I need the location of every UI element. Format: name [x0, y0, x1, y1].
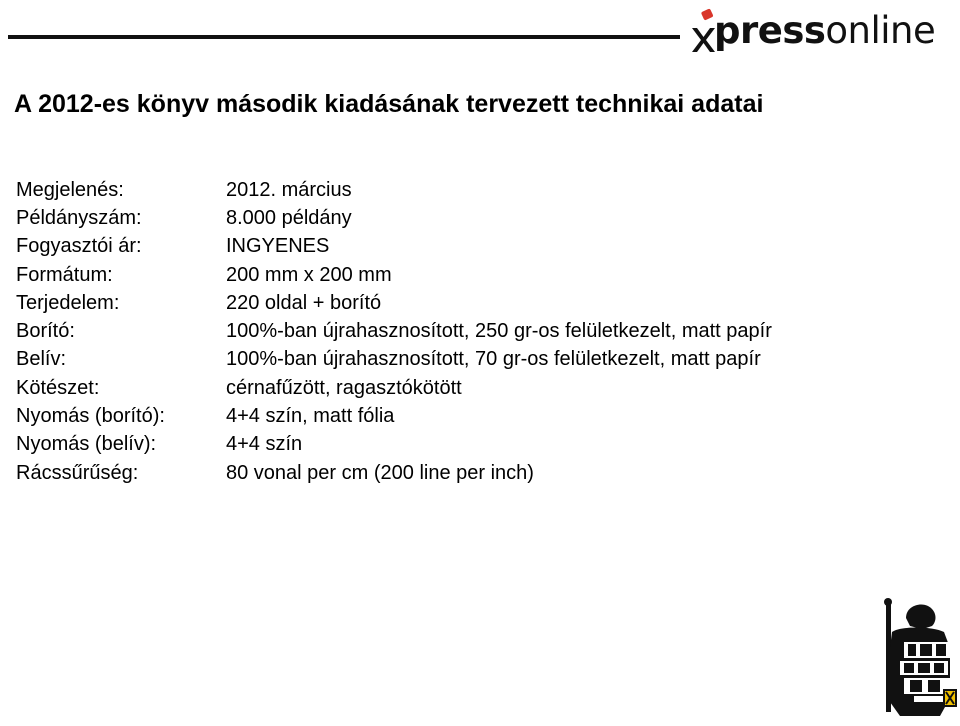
spec-value: 2012. március	[226, 178, 352, 201]
spec-label: Nyomás (borító):	[16, 405, 165, 428]
spec-label: Belív:	[16, 348, 67, 371]
header-rule	[8, 35, 680, 39]
spec-value: 100%-ban újrahasznosított, 70 gr-os felületkezelt, matt papír	[226, 348, 761, 371]
spec-label: Megjelenés:	[16, 178, 124, 201]
logo-online-text: online	[825, 9, 936, 52]
spec-row-megjelenes	[16, 176, 826, 204]
startup-guide-badge-icon	[880, 598, 960, 721]
spec-label: Fogyasztói ár:	[16, 235, 142, 258]
startup-guide-badge-logo	[880, 598, 960, 721]
spec-table	[16, 176, 826, 487]
logo-press-text: press	[714, 9, 826, 52]
spec-row-terjedelem	[16, 289, 826, 317]
spec-value: cérnafűzött, ragasztókötött	[226, 376, 462, 399]
spec-row-racssuruseg	[16, 459, 826, 487]
logo-wordmark	[714, 9, 936, 52]
page-title: A 2012-es könyv második kiadásának tervezett technikai adatai	[14, 90, 764, 118]
spec-row-nyomas-beliv	[16, 431, 826, 459]
spec-label: Példányszám:	[16, 206, 142, 229]
spec-value: 100%-ban újrahasznosított, 250 gr-os felületkezelt, matt papír	[226, 320, 772, 343]
spec-label: Borító:	[16, 320, 75, 343]
spec-value: 4+4 szín, matt fólia	[226, 405, 395, 428]
spec-label: Formátum:	[16, 263, 113, 286]
spec-row-peldanyszam	[16, 204, 826, 232]
spec-value: INGYENES	[226, 235, 330, 258]
spec-value: 80 vonal per cm (200 line per inch)	[226, 461, 534, 484]
spec-value: 4+4 szín	[226, 433, 303, 456]
spec-value: 8.000 példány	[226, 206, 352, 229]
xpressonline-logo	[688, 6, 936, 60]
spec-row-beliv	[16, 346, 826, 374]
spec-row-nyomas-borito	[16, 402, 826, 430]
spec-row-fogyasztoi-ar	[16, 233, 826, 261]
spec-value: 200 mm x 200 mm	[226, 263, 392, 286]
spec-label: Kötészet:	[16, 376, 100, 399]
spec-row-formatum	[16, 261, 826, 289]
spec-label: Rácssűrűség:	[16, 461, 139, 484]
spec-label: Nyomás (belív):	[16, 433, 157, 456]
spec-label: Terjedelem:	[16, 291, 120, 314]
spec-row-borito	[16, 317, 826, 345]
spec-row-koteszet	[16, 374, 826, 402]
spec-value: 220 oldal + borító	[226, 291, 382, 314]
